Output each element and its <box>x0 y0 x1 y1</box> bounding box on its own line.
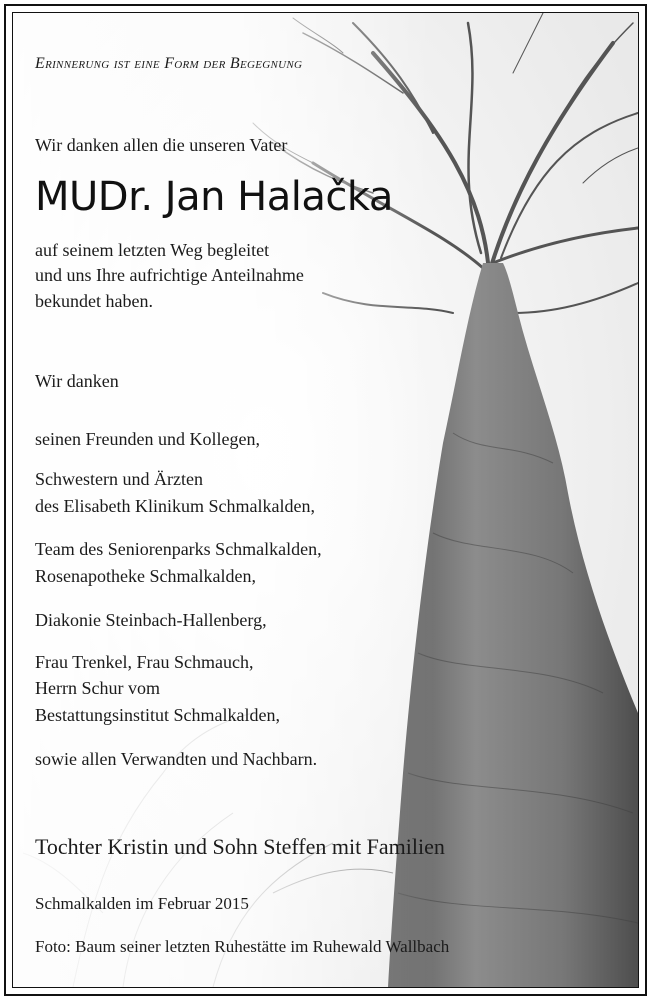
thanks-line: Diakonie Steinbach-Hallenberg, <box>35 610 267 630</box>
motto: Erinnerung ist eine Form der Begegnung <box>35 55 303 72</box>
paragraph-line: auf seinem letzten Weg begleitet <box>35 240 270 260</box>
paragraph-line: bekundet haben. <box>35 291 153 311</box>
thanks-line: Herrn Schur vom <box>35 678 160 698</box>
thanks-line: des Elisabeth Klinikum Schmalkalden, <box>35 496 315 516</box>
notice-panel <box>12 12 639 988</box>
thanks-line: Schwestern und Ärzten <box>35 469 203 489</box>
thanks-line: seinen Freunden und Kollegen, <box>35 429 260 449</box>
thanks-line: sowie allen Verwandten und Nachbarn. <box>35 749 318 769</box>
thanks-line: Rosenapotheke Schmalkalden, <box>35 566 256 586</box>
thanks-line: Team des Seniorenparks Schmalkalden, <box>35 539 322 559</box>
deceased-name: MUDr. Jan Halačka <box>35 174 393 220</box>
intro-line: Wir danken allen die unseren Vater <box>35 135 288 155</box>
paragraph-line: und uns Ihre aufrichtige Anteilnahme <box>35 265 304 285</box>
thanks-line: Bestattungsinstitut Schmalkalden, <box>35 705 280 725</box>
thanks-line: Frau Trenkel, Frau Schmauch, <box>35 652 254 672</box>
place-date: Schmalkalden im Februar 2015 <box>35 894 249 913</box>
notice-text <box>13 13 638 987</box>
thanks-heading: Wir danken <box>35 371 119 391</box>
photo-credit: Foto: Baum seiner letzten Ruhestätte im Ruhewald Wallbach <box>35 937 450 956</box>
family-signature: Tochter Kristin und Sohn Steffen mit Familien <box>35 834 445 859</box>
